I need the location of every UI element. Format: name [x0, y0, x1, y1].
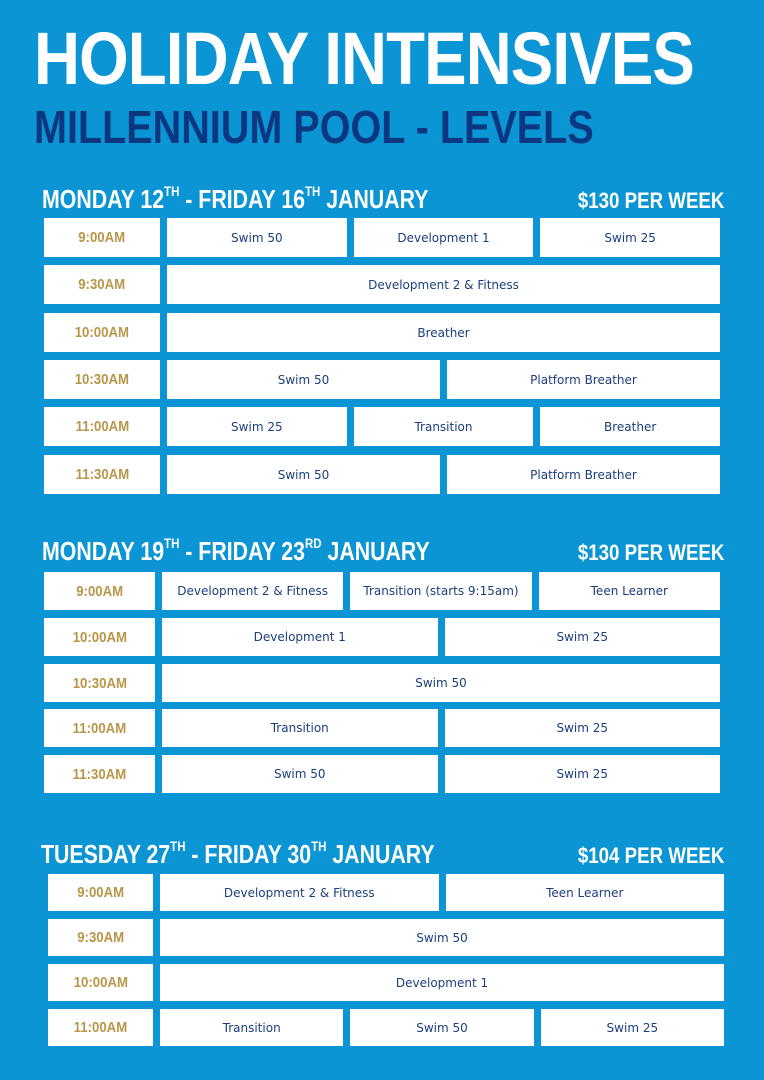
time-slot [44, 572, 155, 610]
time-slot [44, 313, 160, 352]
heading-sup2: RD [304, 535, 322, 551]
class-cell [445, 709, 721, 747]
time-label: 9:00AM [78, 229, 126, 246]
class-label: Breather [604, 419, 657, 434]
class-label: Development 2 & Fitness [223, 885, 375, 900]
class-label: Swim 25 [556, 767, 609, 781]
class-cell [447, 455, 720, 494]
class-label: Development 1 [253, 630, 346, 644]
class-label: Development 2 & Fitness [177, 584, 329, 598]
class-label: Swim 50 [415, 676, 467, 690]
class-label: Swim 50 [277, 467, 330, 482]
class-label: Swim 50 [416, 930, 468, 945]
price-label: $104 PER WEEK [577, 843, 724, 868]
time-label: 11:00AM [73, 1019, 128, 1036]
heading-sup1: TH [164, 183, 180, 199]
time-slot [48, 919, 153, 956]
price-label: $130 PER WEEK [577, 540, 724, 565]
time-slot [44, 218, 160, 257]
heading-sup2: TH [304, 183, 321, 199]
time-slot [48, 874, 153, 911]
class-cell [162, 755, 438, 793]
price-label: $130 PER WEEK [577, 188, 724, 213]
heading-mid: - FRIDAY 23 [179, 536, 305, 566]
class-label: Swim 25 [606, 1020, 659, 1035]
time-label: 10:00AM [74, 324, 130, 341]
class-label: Teen Learner [590, 584, 668, 598]
page-subtitle: MILLENNIUM POOL - LEVELS [34, 101, 594, 153]
class-label: Swim 50 [231, 230, 283, 245]
time-label: 11:30AM [75, 466, 129, 483]
heading-end: JANUARY [326, 839, 435, 869]
heading-sup2: TH [311, 838, 327, 854]
class-cell [445, 755, 721, 793]
heading-day1: MONDAY 12 [42, 184, 165, 214]
class-label: Development 2 & Fitness [368, 277, 519, 292]
class-cell [162, 709, 438, 747]
class-cell [354, 218, 534, 257]
page-title: HOLIDAY INTENSIVES [34, 17, 694, 100]
class-label: Swim 50 [277, 372, 330, 387]
section-heading [42, 183, 429, 214]
heading-end: JANUARY [321, 536, 430, 566]
class-cell [446, 874, 725, 911]
class-cell [167, 313, 720, 352]
time-slot [44, 664, 155, 702]
section-heading [42, 535, 430, 566]
class-label: Swim 25 [604, 230, 656, 245]
class-cell [167, 360, 440, 399]
class-label: Teen Learner [546, 885, 624, 900]
time-label: 9:00AM [76, 582, 123, 600]
time-slot [48, 1009, 153, 1046]
class-label: Platform Breather [530, 372, 637, 387]
class-label: Development 1 [395, 975, 489, 990]
class-cell [162, 664, 720, 702]
class-label: Breather [417, 325, 470, 340]
class-cell [160, 1009, 343, 1046]
time-label: 11:30AM [72, 765, 127, 783]
time-label: 10:30AM [74, 371, 130, 388]
time-label: 9:00AM [77, 884, 124, 901]
class-cell [160, 919, 724, 956]
class-cell [445, 618, 721, 656]
class-label: Transition (starts 9:15am) [363, 584, 519, 598]
time-label: 9:30AM [77, 929, 124, 946]
time-label: 10:30AM [72, 674, 127, 692]
class-label: Swim 50 [416, 1020, 468, 1035]
class-label: Swim 50 [273, 767, 326, 781]
time-label: 11:00AM [75, 418, 129, 435]
class-cell [447, 360, 720, 399]
time-slot [44, 618, 155, 656]
class-cell [350, 572, 531, 610]
class-cell [160, 874, 439, 911]
time-slot [44, 709, 155, 747]
class-label: Platform Breather [530, 467, 637, 482]
heading-day1: MONDAY 19 [42, 536, 165, 566]
class-label: Swim 25 [231, 419, 283, 434]
heading-day1: TUESDAY 27 [41, 839, 171, 869]
class-cell [167, 407, 347, 446]
class-cell [162, 618, 438, 656]
class-label: Swim 25 [556, 630, 609, 644]
heading-end: JANUARY [320, 184, 429, 214]
class-cell [541, 1009, 724, 1046]
class-cell [167, 218, 347, 257]
class-cell [540, 407, 720, 446]
heading-mid: - FRIDAY 30 [185, 839, 312, 869]
time-label: 10:00AM [73, 974, 128, 991]
class-cell [160, 964, 724, 1001]
class-label: Swim 25 [556, 721, 609, 735]
time-slot [44, 265, 160, 304]
class-cell [162, 572, 343, 610]
class-cell [540, 218, 720, 257]
time-label: 10:00AM [72, 628, 127, 646]
class-cell [539, 572, 720, 610]
time-slot [48, 964, 153, 1001]
class-label: Transition [270, 721, 329, 735]
time-slot [44, 755, 155, 793]
class-cell [350, 1009, 533, 1046]
class-label: Development 1 [397, 230, 490, 245]
time-label: 9:30AM [78, 276, 126, 293]
time-slot [44, 360, 160, 399]
time-slot [44, 455, 160, 494]
class-cell [167, 265, 720, 304]
time-slot [44, 407, 160, 446]
class-label: Transition [222, 1020, 281, 1035]
class-cell [167, 455, 440, 494]
time-label: 11:00AM [72, 719, 127, 737]
class-label: Transition [414, 419, 473, 434]
section-heading [41, 838, 435, 869]
heading-mid: - FRIDAY 16 [179, 184, 305, 214]
class-cell [354, 407, 534, 446]
heading-sup1: TH [170, 838, 186, 854]
heading-sup1: TH [164, 535, 180, 551]
